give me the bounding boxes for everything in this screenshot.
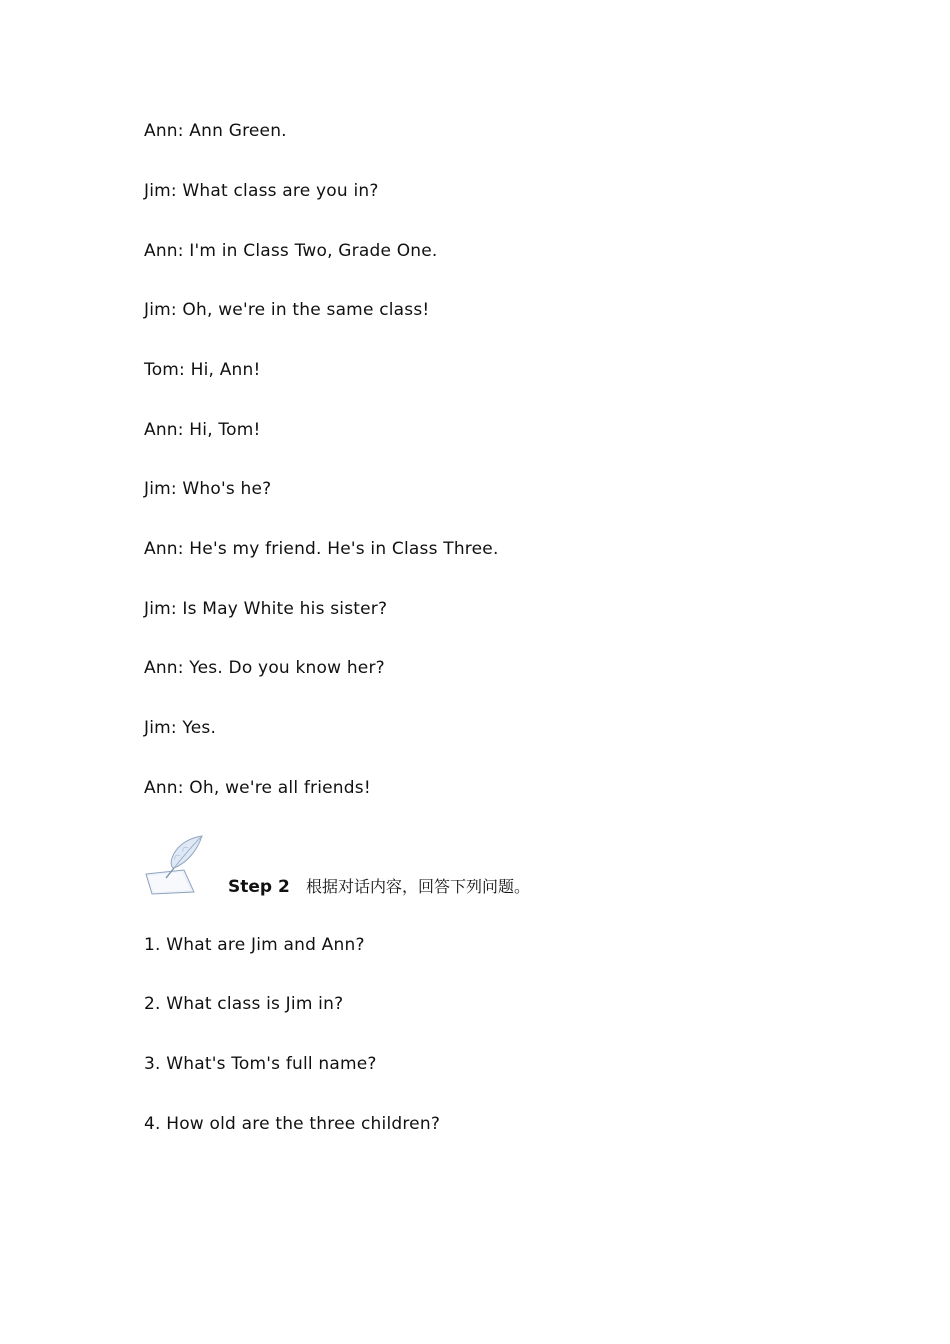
dialogue-line: Ann: Yes. Do you know her?: [144, 658, 385, 678]
dialogue-line: Jim: Is May White his sister?: [144, 599, 388, 619]
dialogue-line: Ann: He's my friend. He's in Class Three.: [144, 539, 499, 559]
dialogue-line: Jim: Yes.: [144, 718, 217, 738]
dialogue-line: Ann: Hi, Tom!: [144, 420, 261, 440]
step-label: Step 2: [228, 877, 290, 897]
dialogue-line: Ann: Oh, we're all friends!: [144, 778, 371, 798]
question-item: 2. What class is Jim in?: [144, 994, 344, 1014]
dialogue-line: Tom: Hi, Ann!: [144, 360, 261, 380]
quill-paper-icon: [144, 834, 208, 898]
dialogue-line: Ann: I'm in Class Two, Grade One.: [144, 241, 438, 261]
dialogue-line: Jim: Who's he?: [144, 479, 272, 499]
step-instruction: 根据对话内容，回答下列问题。: [306, 877, 531, 896]
question-item: 1. What are Jim and Ann?: [144, 935, 365, 955]
step-heading: [144, 834, 744, 898]
dialogue-line: Jim: Oh, we're in the same class!: [144, 300, 430, 320]
dialogue-line: Ann: Ann Green.: [144, 121, 287, 141]
question-item: 3. What's Tom's full name?: [144, 1054, 377, 1074]
dialogue-line: Jim: What class are you in?: [144, 181, 379, 201]
question-item: 4. How old are the three children?: [144, 1114, 441, 1134]
